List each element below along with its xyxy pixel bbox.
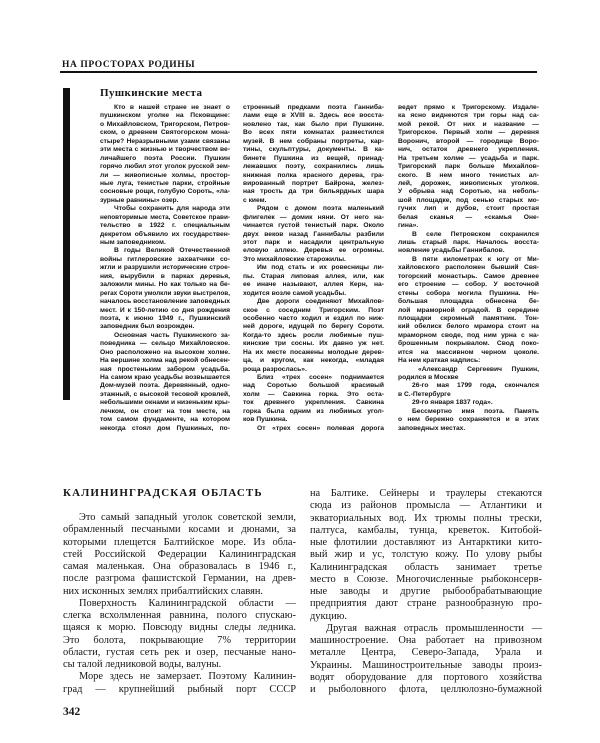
- text-line: и рыболовного флота, целлюлозно-бумажной: [310, 684, 542, 695]
- text-line: белая скамья — «скамья Оне-: [398, 213, 539, 221]
- text-line: На самом краю усадьбы возвышается: [100, 374, 230, 381]
- text-line: лами еще в XVIII в. Здесь все восста-: [243, 112, 384, 120]
- text-line: На третьем холме — усадьба и парк.: [398, 154, 539, 162]
- text-line: У обрыва над Соротью, на неболь-: [398, 188, 539, 196]
- paragraph: [398, 231, 539, 256]
- text-line: В пяти километрах к югу от Ми-: [412, 255, 539, 263]
- text-line: щаяся к морю. Повсюду видны следы ледника.: [63, 622, 296, 634]
- paragraph: [100, 104, 230, 205]
- text-line: хайловского расположен бывший Свя-: [398, 264, 539, 272]
- text-line: ней дороге, идущей по берегу Сороти.: [243, 323, 384, 331]
- text-line: В селе Петровском сохранился: [412, 230, 539, 238]
- article-column-1: [63, 512, 296, 696]
- text-line: на Балтике. Сейнеры и траулеры стекаются: [310, 488, 542, 499]
- text-line: сюда из районов промысла — Атлантики и: [310, 500, 542, 512]
- paragraph: [243, 104, 384, 205]
- text-line: Воронич, второй — городище Воро-: [398, 137, 539, 145]
- text-line: гина».: [398, 222, 419, 230]
- text-line: поэта, к июню 1949 г., Пушкинский: [100, 314, 230, 322]
- text-line: Это михайловские старожилы.: [243, 255, 346, 263]
- paragraph: [243, 374, 384, 425]
- text-line: чинается густой тенистый парк. Около: [243, 222, 384, 230]
- paragraph: [310, 623, 542, 697]
- text-line: Бессмертно имя поэта. Память: [412, 407, 539, 415]
- text-line: пы. Старая липовая аллея, или, как: [243, 272, 384, 280]
- text-line: в С.-Петербурге: [398, 390, 451, 398]
- text-line: лишь старый парк. Началось восста-: [398, 239, 539, 246]
- text-line: лежавших поэту, сохранились лишь: [243, 163, 384, 171]
- text-line: предприятия дают стране разнообразную про-: [310, 598, 542, 610]
- text-line: ток древнего укрепления. Савкина: [243, 399, 384, 407]
- text-line: лой мраморной оградой. В середине: [398, 306, 539, 314]
- text-line: Поверхность Калининградской области —: [79, 597, 296, 609]
- paragraph: [398, 366, 539, 383]
- text-line: Это самый западный уголок советской земли,: [79, 512, 296, 523]
- text-line: мраморном своде, под ним урна с на-: [398, 331, 539, 339]
- box-title: Пушкинские места: [100, 87, 203, 99]
- text-line: шой площадке, под сенью старых мо-: [398, 196, 539, 204]
- text-line: большая площадка обнесена бе-: [398, 298, 539, 306]
- text-line: Основная часть Пушкинского за-: [114, 331, 230, 339]
- text-line: его строение — собор. У восточной: [398, 281, 539, 289]
- paragraph: [243, 264, 384, 298]
- text-line: эти места с жизнью и творчеством ве-: [100, 146, 230, 154]
- text-line: после разгрома фашистской Германии, на древ-: [63, 573, 296, 585]
- text-line: Украины. Машиностроительные заводы произ-: [310, 659, 542, 671]
- text-line: личайшего поэта России. Пушкин: [100, 154, 230, 162]
- text-line: место в Союзе. Многочисленные рыбоконсерв-: [310, 573, 542, 585]
- text-line: мест. И к 150-летию со дня рождения: [100, 306, 230, 314]
- paragraph: [243, 205, 384, 264]
- text-line: ков Пушкина.: [243, 416, 288, 424]
- text-line: От «трех сосен» полевая дорога: [257, 424, 384, 432]
- text-line: некогда стоял дом Пушкиных, по-: [100, 424, 230, 432]
- paragraph: [63, 671, 296, 696]
- text-line: с кием.: [243, 196, 267, 204]
- text-line: музей. В нем собраны портреты, кар-: [243, 137, 384, 145]
- paragraph: [243, 298, 384, 374]
- text-line: брошенным покрывалом. Свод поко-: [398, 340, 539, 348]
- text-line: На нем краткая надпись:: [398, 357, 481, 365]
- text-line: кий обелиск белого мрамора стоит на: [398, 323, 539, 331]
- text-line: сы талой ледниковой воды, валуны.: [63, 659, 222, 670]
- paragraph: [63, 598, 296, 672]
- text-line: тины, скульптуры, документы. В ка-: [243, 146, 384, 154]
- text-line: ее иначе называют, аллея Керн, на-: [243, 281, 384, 289]
- text-line: Море здесь не замерзает. Поэтому Калинин-: [79, 671, 296, 683]
- text-line: Дом-музей поэта. Деревянный, одно-: [100, 382, 230, 390]
- text-line: книжная полка красного дерева, гра-: [243, 171, 384, 179]
- text-line: том самом фундаменте, на котором: [100, 416, 230, 424]
- text-line: ходится возле самой усадьбы.: [243, 289, 347, 297]
- text-line: особенно часто ходил и ездил по ниж-: [243, 314, 384, 322]
- text-line: зурные равнины» озер.: [100, 196, 179, 204]
- text-line: ные флотилии доставляют из Антарктики кито-: [310, 537, 542, 548]
- paragraph: [398, 382, 539, 399]
- paragraph: [398, 104, 539, 231]
- text-line: ведет прямо к Тригорскому. Издале-: [398, 104, 539, 111]
- paragraph: [398, 399, 539, 407]
- text-line: строенный предками поэта Ганниба-: [243, 104, 384, 111]
- text-line: стыре? Неразрывными узами связаны: [100, 137, 230, 145]
- text-line: началось восстановление заповедных: [100, 298, 230, 306]
- text-line: площадки скромный памятник. Тон-: [398, 314, 539, 322]
- text-line: небольшими окнами и низеньким кры-: [100, 399, 230, 407]
- text-line: Рядом с домом поэта маленький: [257, 205, 384, 213]
- text-line: дукцию.: [310, 610, 348, 622]
- text-line: которыми плещется Балтийское море. Из обла-: [63, 536, 296, 548]
- text-line: На их месте посажены молодые дерев-: [243, 348, 384, 356]
- text-line: На вершине холма над рекой обнесен-: [100, 357, 230, 365]
- text-line: палтуса, камбалы, тунца, креветок. Китобой-: [310, 524, 542, 536]
- text-line: этот парк и насадили центральную: [243, 239, 384, 246]
- text-line: еловую аллею. Деревья ее огромны.: [243, 247, 384, 255]
- text-line: неповторимые места, Советское прави-: [100, 213, 230, 221]
- paragraph: [63, 512, 296, 598]
- text-line: тельство в 1922 г. специальным: [100, 222, 230, 230]
- text-line: них исконных землях прибалтийских славян.: [63, 585, 264, 597]
- text-line: нич, остаток древнего укрепления.: [398, 146, 539, 154]
- text-line: «Александр Сергеевич Пушкин,: [418, 365, 539, 373]
- box-column-1: [100, 104, 230, 433]
- text-line: холм — Савкина горка. Это оста-: [243, 390, 384, 398]
- text-line: вый жир и ус, толстую кожу. По улову рыбы: [310, 549, 542, 561]
- sidebar-accent-bar: [63, 88, 70, 400]
- text-line: роща разрослась».: [243, 365, 307, 373]
- text-line: водят оборудование для портового хозяйства: [310, 671, 542, 683]
- text-line: пушкинском уголке на Псковщине:: [100, 112, 230, 120]
- text-line: бинете Пушкина из вещей, принад-: [243, 154, 384, 162]
- text-line: тогорский монастырь. Самое древнее: [398, 272, 539, 280]
- text-line: ца, и кругом, как некогда, «младая: [243, 357, 384, 365]
- text-line: В годы Великой Отечественной: [114, 247, 230, 255]
- text-line: 29-го января 1837 года».: [412, 399, 493, 407]
- text-line: экваториальных вод. Их трюмы полны трески,: [310, 512, 542, 524]
- text-line: поведника — сельцо Михайловское.: [100, 340, 230, 348]
- text-line: Другая важная отрасль промышленности —: [326, 622, 542, 634]
- box-column-3: [398, 104, 539, 433]
- text-line: Близ «трех сосен» поднимается: [257, 374, 384, 381]
- text-line: этажный, с высокой тесовой кровлей,: [100, 390, 230, 398]
- text-line: ная трость да три бильярдных шара: [243, 188, 384, 196]
- text-line: сосновые рощи, голубую Сороть, «ла-: [100, 188, 230, 196]
- text-line: ится на массивном черном цоколе.: [398, 348, 539, 356]
- text-line: области, густая сеть рек и озер, песчаные нано-: [63, 646, 296, 658]
- text-line: Калининградская область занимает третье: [310, 561, 542, 573]
- text-line: обрамленный песчаными косами и дюнами, за: [63, 524, 296, 536]
- text-line: новление усадьбы Ганнибалов.: [398, 247, 505, 255]
- paragraph: [310, 488, 542, 623]
- text-line: Во всех пяти комнатах разместился: [243, 129, 384, 137]
- text-line: флигелек — домик няни. От него на-: [243, 213, 384, 221]
- text-line: вированный портрет Байрона, желез-: [243, 179, 384, 187]
- text-line: заложили мины. Но как только на бе-: [100, 281, 230, 289]
- paragraph: [100, 332, 230, 433]
- text-line: горка была одним из любимых угол-: [243, 407, 384, 415]
- text-line: металле Центра, Северо-Запада, Урала и: [310, 647, 542, 659]
- text-line: Когда-то здесь росли любимые пуш-: [243, 331, 384, 339]
- text-line: ные заводы и другие рыбообрабатывающие: [310, 586, 542, 597]
- text-line: горячо любил этот уголок русской зем-: [100, 163, 230, 171]
- text-line: ная простеньким забором усадьба.: [100, 365, 230, 373]
- text-line: лечком, он стоит на том месте, на: [100, 407, 230, 415]
- text-line: Им под стать и их ровесницы ли-: [257, 264, 384, 272]
- text-line: войны гитлеровские захватчики со-: [100, 255, 230, 263]
- page-number: 342: [63, 706, 81, 718]
- text-line: ния, вырубили в парках деревья,: [100, 272, 230, 280]
- paragraph: [100, 247, 230, 331]
- text-line: кинские три сосны. Их давно уж нет.: [243, 340, 384, 348]
- text-line: мой рекой. От них и название —: [398, 120, 539, 128]
- text-line: регах Сороти умолкли звуки выстрелов,: [100, 289, 230, 297]
- text-line: ка ясно виднеются три горы над са-: [398, 112, 539, 120]
- paragraph: [243, 425, 384, 433]
- box-column-2: [243, 104, 384, 433]
- text-line: ли — живописные холмы, простор-: [100, 171, 230, 179]
- text-line: о Михайловском, Тригорском, Петров-: [100, 120, 230, 128]
- text-line: град — крупнейший рыбный порт СССР: [63, 683, 296, 695]
- text-line: ные луга, тенистые парки, стройные: [100, 179, 230, 187]
- text-line: лей, дорожек, живописных уголков.: [398, 179, 539, 187]
- header-rule: [60, 71, 537, 73]
- text-line: заповедник был возрожден.: [100, 323, 195, 331]
- running-header: НА ПРОСТОРАХ РОДИНЫ: [62, 60, 196, 70]
- article-column-2: [310, 488, 542, 696]
- text-line: жгли и разрушили исторические строе-: [100, 264, 230, 272]
- text-line: над Соротью большой красивый: [243, 382, 384, 390]
- text-line: о нем бережно сохраняется и в этих: [398, 416, 539, 424]
- text-line: родился в Москве: [398, 374, 459, 381]
- text-line: машиностроение. Она работает на привозном: [310, 635, 542, 646]
- text-line: Это болота, покрывающие 7% территории: [63, 634, 296, 646]
- text-line: ского. В нем много тенистых ал-: [398, 171, 539, 179]
- text-line: двух веков назад Ганнибалы разбили: [243, 230, 384, 238]
- text-line: 26-го мая 1799 года, скончался: [412, 382, 539, 390]
- text-line: слегка всхолмленная равнина, полого спускаю-: [63, 610, 296, 621]
- text-line: Две дороги соединяют Михайлов-: [257, 298, 384, 306]
- paragraph: [398, 256, 539, 366]
- text-line: самая маленькая. Она образовалась в 1946 г.,: [63, 561, 296, 572]
- paragraph: [100, 205, 230, 247]
- text-line: ское с соседним Тригорским. Поэт: [243, 306, 384, 314]
- text-line: ском, о древнем Святогорском мона-: [100, 129, 230, 137]
- text-line: ным заповедником.: [100, 239, 166, 246]
- text-line: Чтобы сохранить для народа эти: [114, 205, 230, 213]
- text-line: Тригорское. Первый холм — деревня: [398, 129, 539, 137]
- text-line: декретом объявило их государствен-: [100, 230, 230, 238]
- article-title: КАЛИНИНГРАДСКАЯ ОБЛАСТЬ: [63, 487, 263, 499]
- text-line: стей Российской Федерации Калининградская: [63, 548, 296, 560]
- text-line: Оно расположено на высоком холме.: [100, 348, 230, 356]
- text-line: гучих лип и дубов, стоит простая: [398, 205, 539, 213]
- text-line: Кто в нашей стране не знает о: [114, 104, 230, 111]
- text-line: заповедных местах.: [398, 424, 466, 432]
- paragraph: [398, 408, 539, 433]
- text-line: Тригорский парк больше Михайлов-: [398, 163, 539, 171]
- text-line: стены собора могила Пушкина. Не-: [398, 289, 539, 297]
- text-line: новлено так, как было при Пушкине.: [243, 120, 384, 128]
